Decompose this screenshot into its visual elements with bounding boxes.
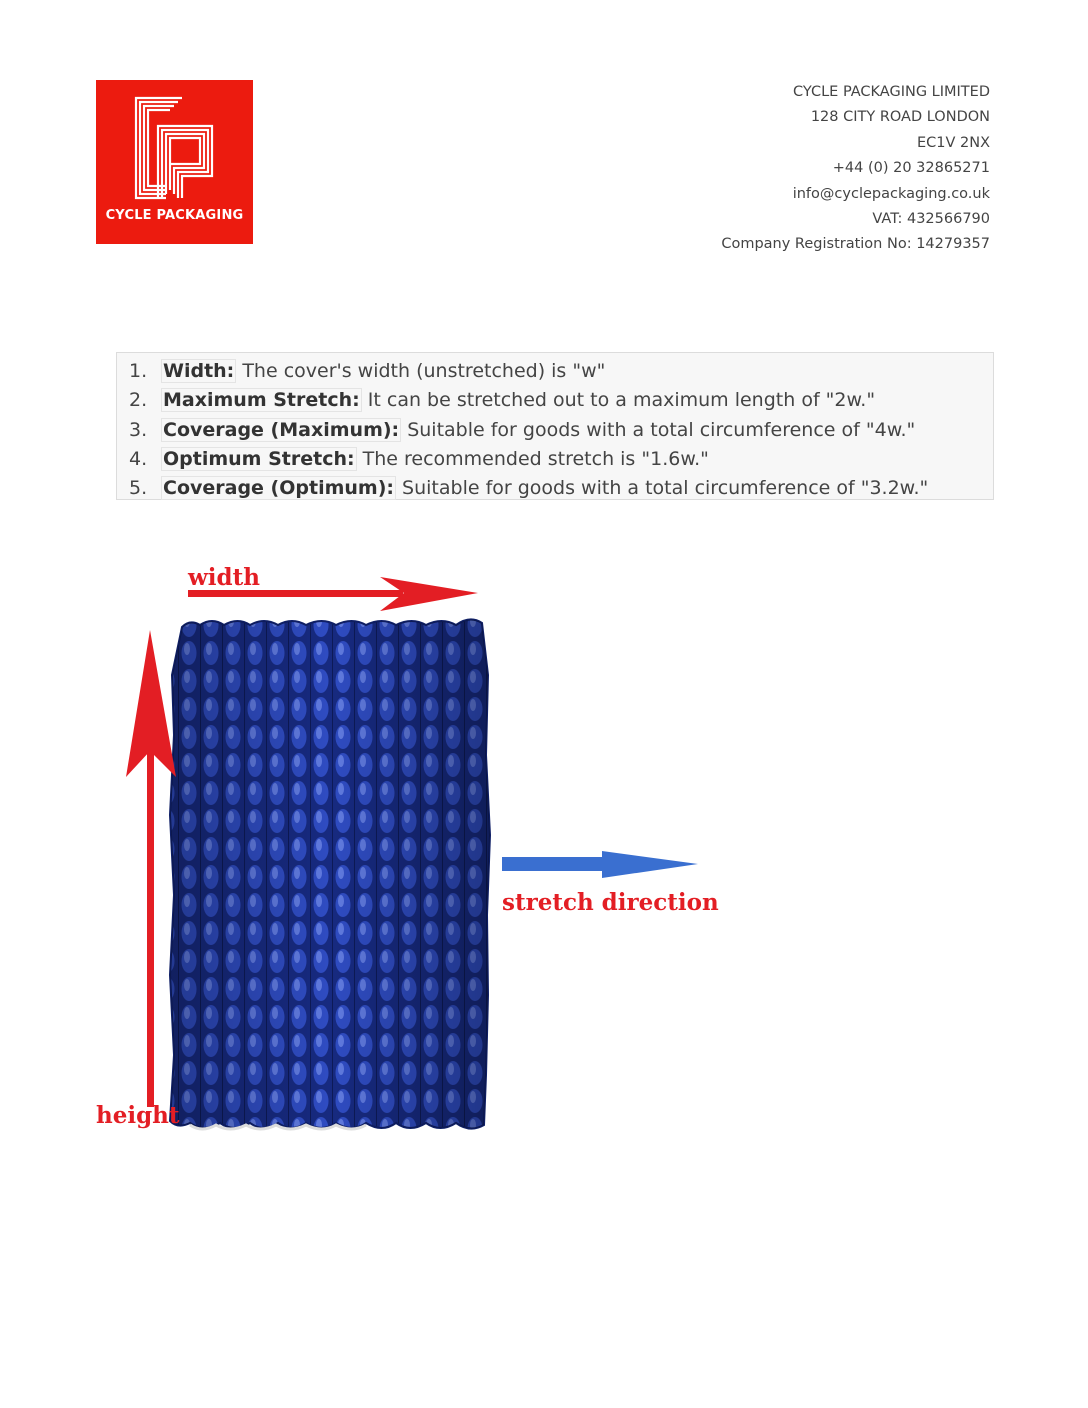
vat-number: VAT: 432566790 <box>872 210 990 227</box>
spec-term: Coverage (Maximum): <box>163 418 400 441</box>
logo-text: CYCLE PACKAGING <box>105 208 244 223</box>
spec-text: It can be stretched out to a maximum length of "2w." <box>361 389 876 412</box>
spec-item-width <box>117 357 993 386</box>
width-label: width <box>188 564 260 591</box>
spec-item-coverage-maximum <box>117 416 993 445</box>
specification-list <box>117 353 993 503</box>
company-address <box>721 80 990 258</box>
stretch-direction-label: stretch direction <box>502 889 719 916</box>
spec-item-maximum-stretch <box>117 386 993 415</box>
spec-text: The recommended stretch is "1.6w." <box>356 447 709 470</box>
street-address: 128 CITY ROAD LONDON <box>810 109 990 126</box>
spec-term: Maximum Stretch: <box>163 389 360 412</box>
postcode: EC1V 2NX <box>916 134 990 151</box>
spec-item-coverage-optimum <box>117 474 993 503</box>
spec-number: 5. <box>129 477 148 500</box>
spec-number: 1. <box>129 360 148 382</box>
phone-number: +44 (0) 20 32865271 <box>832 160 990 177</box>
spec-term: Optimum Stretch: <box>163 447 355 470</box>
spec-term: Width: <box>163 360 235 382</box>
spec-number: 3. <box>129 418 148 441</box>
spec-text: The cover's width (unstretched) is "w" <box>236 360 606 382</box>
cover-diagram <box>90 555 719 1145</box>
company-name: CYCLE PACKAGING LIMITED <box>793 84 990 100</box>
spec-number: 2. <box>129 389 148 412</box>
specification-box <box>116 352 994 500</box>
stretch-arrow-icon <box>502 851 698 878</box>
height-arrow-icon <box>126 630 176 1107</box>
spec-term: Coverage (Optimum): <box>163 477 394 500</box>
spec-item-optimum-stretch <box>117 445 993 474</box>
height-label: height <box>96 1102 180 1129</box>
email-address[interactable]: info@cyclepackaging.co.uk <box>792 185 990 202</box>
company-logo <box>96 80 253 244</box>
registration-number: Company Registration No: 14279357 <box>721 236 990 253</box>
spec-text: Suitable for goods with a total circumference of "4w." <box>401 418 916 441</box>
spec-number: 4. <box>129 447 148 470</box>
spec-text: Suitable for goods with a total circumference of "3.2w." <box>396 477 929 500</box>
quilted-cover-image <box>170 619 490 1129</box>
